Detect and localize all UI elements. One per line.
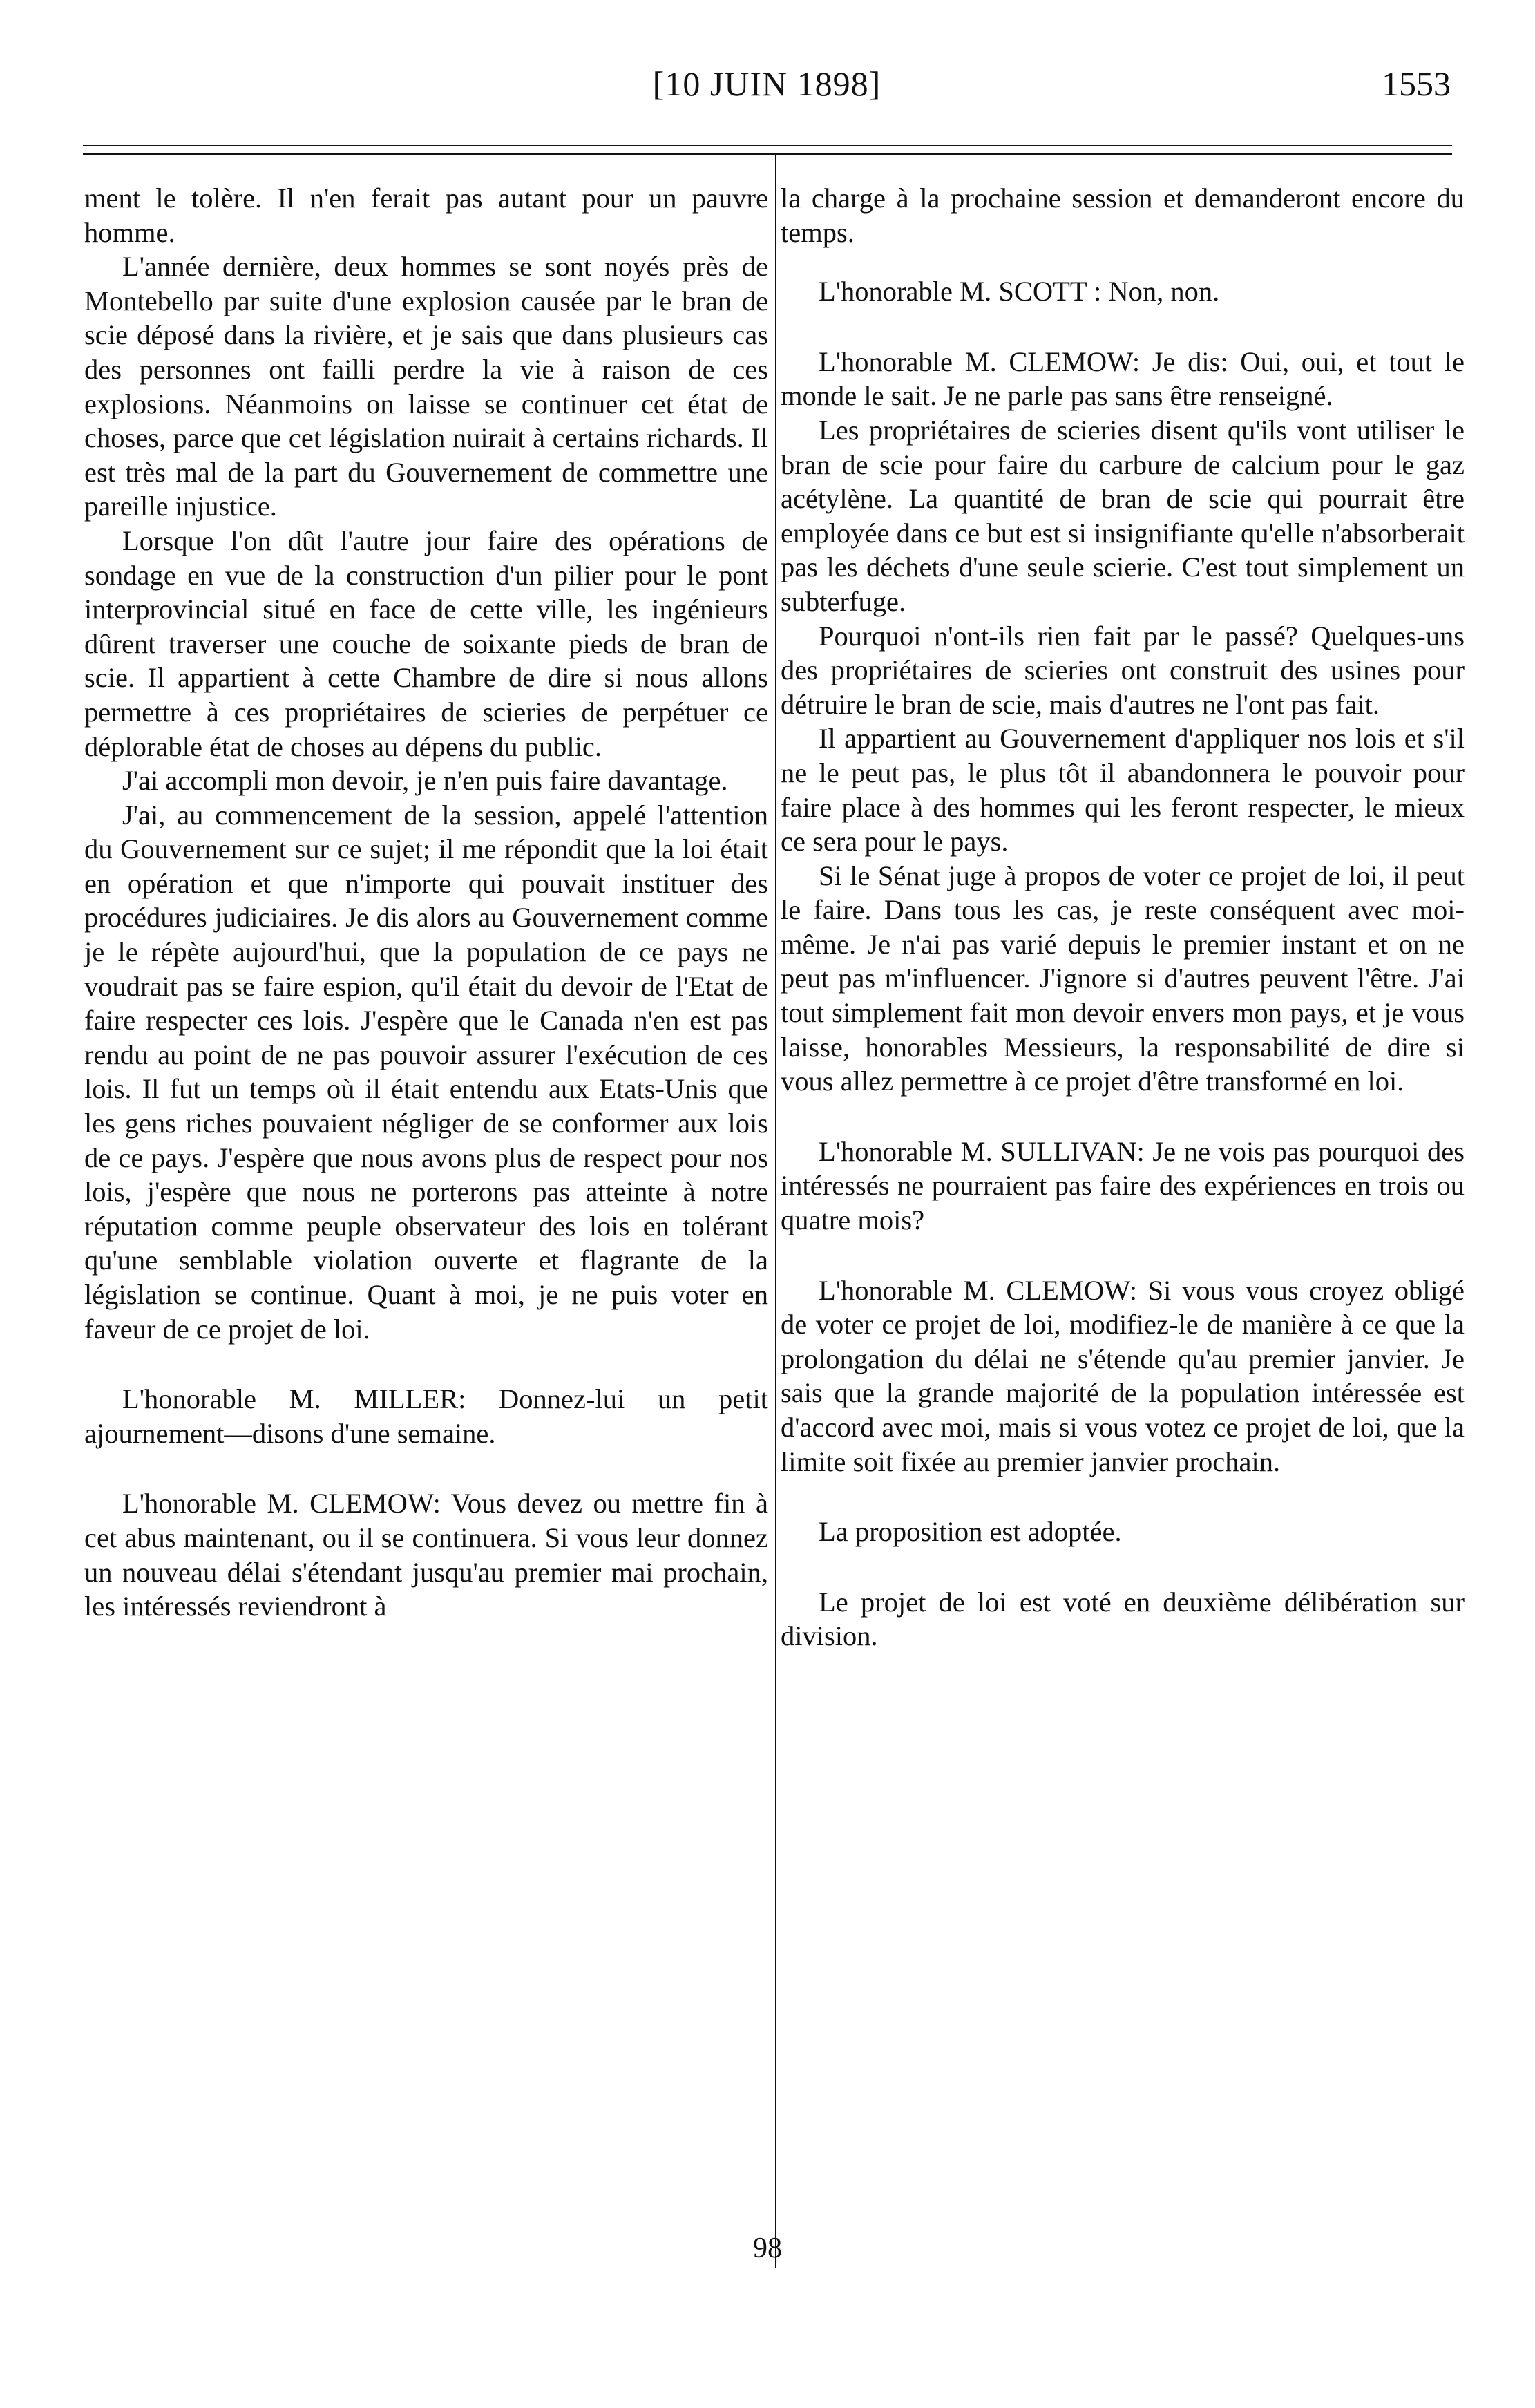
speaker-paragraph: L'honorable M. SULLIVAN: Je ne vois pas pourquoi des intéressés ne pourraient pas faire des expériences en trois ou quatre mois? <box>781 1135 1465 1236</box>
paragraph: la charge à la prochaine session et demanderont encore du temps. <box>781 182 1465 248</box>
paragraph: ment le tolère. Il n'en ferait pas autant pour un pauvre homme. <box>84 182 768 248</box>
speaker-paragraph: L'honorable M. CLEMOW: Vous devez ou mettre fin à cet abus maintenant, ou il se continuera. Si vous leur donnez un nouveau délai s'étendant jusqu'au premier mai prochain, les intéressés reviendront à <box>84 1488 768 1622</box>
speaker-paragraph: L'honorable M. SCOTT : Non, non. <box>819 276 1220 307</box>
speaker-paragraph: L'honorable M. MILLER: Donnez-lui un petit ajournement—disons d'une semaine. <box>84 1383 768 1449</box>
paragraph: Pourquoi n'ont-ils rien fait par le passé? Quelques-uns des propriétaires de scieries ont construit des usines pour détruire le bran de scie, mais d'autres ne l'ont pas fait. <box>781 620 1465 720</box>
page-header <box>83 64 1451 119</box>
header-rule-bottom <box>83 153 1452 155</box>
paragraph: Les propriétaires de scieries disent qu'ils vont utiliser le bran de scie pour faire du carbure de calcium pour le gaz acétylène. La quantité de bran de scie qui pourrait être employée dans ce but est si insignifiante qu'elle n'absorberait pas les déchets d'une seule scierie. C'est tout simplement un subterfuge. <box>781 414 1465 617</box>
motion-result: Le projet de loi est voté en deuxième délibération sur division. <box>781 1586 1465 1652</box>
left-column <box>84 181 768 1624</box>
paragraph: J'ai, au commencement de la session, appelé l'attention du Gouvernement sur ce sujet; il me répondit que la loi était en opération et que n'importe qui pouvait instituer des procédures judiciaires. Je dis alors au Gouvernement comme je le répète aujourd'hui, que la population de ce pays ne voudrait pas se faire espion, qu'il était du devoir de l'Etat de faire respecter ces lois. J'espère que le Canada n'en est pas rendu au point de ne pas pouvoir assurer l'exécution de ces lois. Il fut un temps où il était entendu aux Etats-Unis que les gens riches pouvaient négliger de se conformer aux lois de ce pays. J'espère que nous avons plus de respect pour nos lois, j'espère que nous ne porterons pas atteinte à notre réputation comme peuple observateur des lois en tolérant qu'une semblable violation ouverte et flagrante de la législation se continue. Quant à moi, je ne puis voter en faveur de ce projet de loi. <box>84 799 768 1345</box>
motion-result: La proposition est adoptée. <box>819 1516 1122 1548</box>
paragraph: Lorsque l'on dût l'autre jour faire des opérations de sondage en vue de la construction d'un pilier pour le pont interprovincial situé en face de cette ville, les ingénieurs dûrent traverser une couche de soixante pieds de bran de scie. Il appartient à cette Chambre de dire si nous allons permettre à ces propriétaires de scieries de perpétuer ce déplorable état de choses au dépens du public. <box>84 524 768 762</box>
paragraph: J'ai accompli mon devoir, je n'en puis faire davantage. <box>122 765 728 797</box>
right-column <box>781 181 1465 1653</box>
column-divider <box>775 153 776 2268</box>
paragraph: Il appartient au Gouvernement d'appliquer nos lois et s'il ne le peut pas, le plus tôt il abandonnera le pouvoir pour faire place à des hommes qui les feront respecter, le mieux ce sera pour le pays. <box>781 723 1465 857</box>
sheet-number: 98 <box>753 2232 782 2264</box>
header-rule-top <box>83 145 1452 146</box>
paragraph: L'année dernière, deux hommes se sont noyés près de Montebello par suite d'une explosion causée par le bran de scie déposé dans la rivière, et je sais que dans plusieurs cas des personnes ont failli perdre la vie à raison de ces explosions. Néanmoins on laisse se continuer cet état de choses, parce que cet législation nuirait à certains richards. Il est très mal de la part du Gouvernement de commettre une pareille injustice. <box>84 251 768 522</box>
speaker-paragraph: L'honorable M. CLEMOW: Je dis: Oui, oui, et tout le monde le sait. Je ne parle pas sans être renseigné. <box>781 345 1465 412</box>
header-date: [10 JUIN 1898] <box>652 64 881 103</box>
paragraph: Si le Sénat juge à propos de voter ce projet de loi, il peut le faire. Dans tous les cas, je reste conséquent avec moi-même. Je n'ai pas varié depuis le premier instant et on ne peut pas m'influencer. J'ignore si d'autres peuvent l'être. J'ai tout simplement fait mon devoir envers mon pays, et je vous laisse, honorables Messieurs, la responsabilité de dire si vous allez permettre à ce projet d'être transformé en loi. <box>781 860 1465 1097</box>
speaker-paragraph: L'honorable M. CLEMOW: Si vous vous croyez obligé de voter ce projet de loi, modifiez-le de manière à ce que la prolongation du délai ne s'étende qu'au premier janvier. Je sais que la grande majorité de la population intéressée est d'accord avec moi, mais si vous votez ce projet de loi, que la limite soit fixée au premier janvier prochain. <box>781 1274 1465 1477</box>
page-number: 1553 <box>1382 64 1451 103</box>
